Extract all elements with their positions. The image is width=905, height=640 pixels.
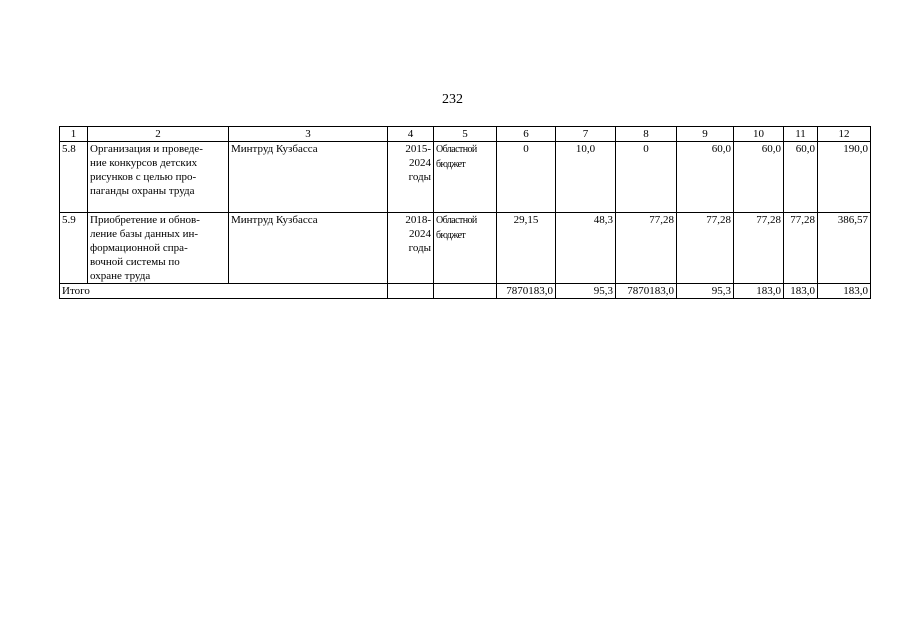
value-col-8: 0 (616, 142, 677, 213)
table-row (60, 142, 871, 213)
header-cell: 6 (497, 127, 556, 142)
value-col-9: 60,0 (677, 142, 734, 213)
value-col-9: 77,28 (677, 213, 734, 284)
period: 2018- 2024 годы (388, 213, 434, 284)
header-cell: 12 (818, 127, 871, 142)
header-cell: 8 (616, 127, 677, 142)
empty-cell (388, 284, 434, 299)
value-col-11: 60,0 (784, 142, 818, 213)
activity-name: Приобретение и обнов- ление базы данных ин- формационной спра- вочной системы по охране труда (88, 213, 229, 284)
header-cell: 3 (229, 127, 388, 142)
total-col-8: 7870183,0 (616, 284, 677, 299)
row-number: 5.8 (60, 142, 88, 213)
value-col-8: 77,28 (616, 213, 677, 284)
empty-cell (434, 284, 497, 299)
value-col-7: 10,0 (556, 142, 616, 213)
total-label: Итого (60, 284, 388, 299)
funding-source: Областной бюджет (434, 142, 497, 213)
table-row (60, 213, 871, 284)
value-col-12: 190,0 (818, 142, 871, 213)
table-header-row (60, 127, 871, 142)
total-col-6: 7870183,0 (497, 284, 556, 299)
total-col-7: 95,3 (556, 284, 616, 299)
header-cell: 1 (60, 127, 88, 142)
total-col-12: 183,0 (818, 284, 871, 299)
total-col-9: 95,3 (677, 284, 734, 299)
row-number: 5.9 (60, 213, 88, 284)
period: 2015- 2024 годы (388, 142, 434, 213)
executor: Минтруд Кузбасса (229, 142, 388, 213)
executor: Минтруд Кузбасса (229, 213, 388, 284)
header-cell: 4 (388, 127, 434, 142)
header-cell: 5 (434, 127, 497, 142)
total-col-10: 183,0 (734, 284, 784, 299)
header-cell: 11 (784, 127, 818, 142)
header-cell: 9 (677, 127, 734, 142)
program-table (59, 126, 871, 299)
value-col-6: 29,15 (497, 213, 556, 284)
value-col-6: 0 (497, 142, 556, 213)
total-row (60, 284, 871, 299)
value-col-7: 48,3 (556, 213, 616, 284)
total-col-11: 183,0 (784, 284, 818, 299)
header-cell: 10 (734, 127, 784, 142)
value-col-10: 77,28 (734, 213, 784, 284)
value-col-12: 386,57 (818, 213, 871, 284)
activity-name: Организация и проведе- ние конкурсов детских рисунков с целью про- паганды охраны труда (88, 142, 229, 213)
header-cell: 7 (556, 127, 616, 142)
page-number: 232 (442, 92, 463, 107)
funding-source: Областной бюджет (434, 213, 497, 284)
value-col-10: 60,0 (734, 142, 784, 213)
header-cell: 2 (88, 127, 229, 142)
value-col-11: 77,28 (784, 213, 818, 284)
